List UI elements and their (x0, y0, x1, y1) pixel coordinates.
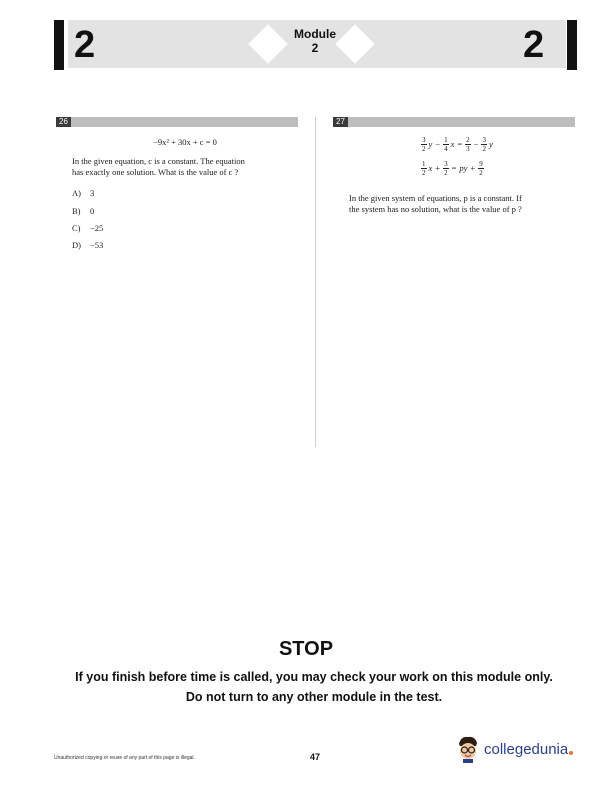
choice-label: B) (72, 206, 81, 216)
q27-equation-2-visual: $\frac{1}{2}$ x + $\frac{3}{2}$ = py + $\frac{9}{2}$ (422, 159, 483, 177)
q26-text-line: has exactly one solution. What is the value of c ? (72, 166, 239, 177)
module-label-text: Module (294, 27, 336, 41)
choice-label: A) (72, 188, 81, 198)
fraction: $\frac{9}{2}$ (479, 159, 483, 177)
choice-value: 3 (90, 188, 95, 198)
module-number-left: 2 (74, 24, 96, 66)
module-label-value: 2 (311, 41, 319, 55)
module-number-right: 2 (523, 24, 545, 66)
collegedunia-logo[interactable] (455, 735, 573, 763)
fraction: $\frac{1}{2}$ (422, 159, 426, 177)
choice-value: −53 (90, 240, 104, 250)
stop-instruction-1: If you finish before time is called, you may check your work on this module only. (75, 670, 553, 684)
q26-text-line: In the given equation, c is a constant. The equation (72, 156, 245, 166)
module-label (285, 27, 345, 55)
choice-a[interactable] (72, 188, 94, 198)
choice-c[interactable] (72, 223, 103, 233)
fraction: $\frac{3}{2}$ (422, 135, 426, 153)
q27-text-line: the system has no solution, what is the value of p ? (349, 203, 522, 214)
q27-question-text (349, 193, 575, 214)
header-right-bar (567, 20, 577, 70)
q27-equation-1-visual: $\frac{3}{2}$ y − $\frac{1}{4}$ x = $\frac{2}{3}$ − $\frac{3}{2}$ y (422, 135, 493, 153)
choice-d[interactable] (72, 240, 103, 250)
copyright-notice: Unauthorized copying or reuse of any part of this page is illegal. (54, 755, 195, 761)
q27-text-line: In the given system of equations, p is a constant. If (349, 193, 522, 203)
q27-equation-2 (420, 157, 485, 179)
fraction: $\frac{2}{3}$ (466, 135, 470, 153)
question-bar-26 (56, 117, 298, 127)
q27-equation-1 (420, 133, 494, 155)
choice-label: D) (72, 240, 81, 250)
choice-value: 0 (90, 206, 95, 216)
question-number-27: 27 (333, 117, 348, 127)
choice-value: −25 (90, 223, 104, 233)
logo-text: collegedunia (484, 740, 569, 758)
q26-question-text (72, 156, 298, 177)
fraction: $\frac{3}{2}$ (482, 135, 486, 153)
fraction: $\frac{3}{2}$ (444, 159, 448, 177)
question-bar-27 (333, 117, 575, 127)
header-left-bar (54, 20, 64, 70)
choice-label: C) (72, 223, 81, 233)
question-number-26: 26 (56, 117, 71, 127)
column-divider (315, 117, 316, 447)
stop-title: STOP (278, 638, 334, 660)
logo-dot (569, 751, 573, 755)
q26-equation: −9x² + 30x + c = 0 (153, 137, 217, 147)
choice-b[interactable] (72, 206, 94, 216)
fraction: $\frac{1}{4}$ (444, 135, 448, 153)
student-mascot-icon (455, 735, 481, 763)
stop-instruction-2: Do not turn to any other module in the test. (185, 690, 443, 704)
page-number: 47 (309, 752, 320, 762)
